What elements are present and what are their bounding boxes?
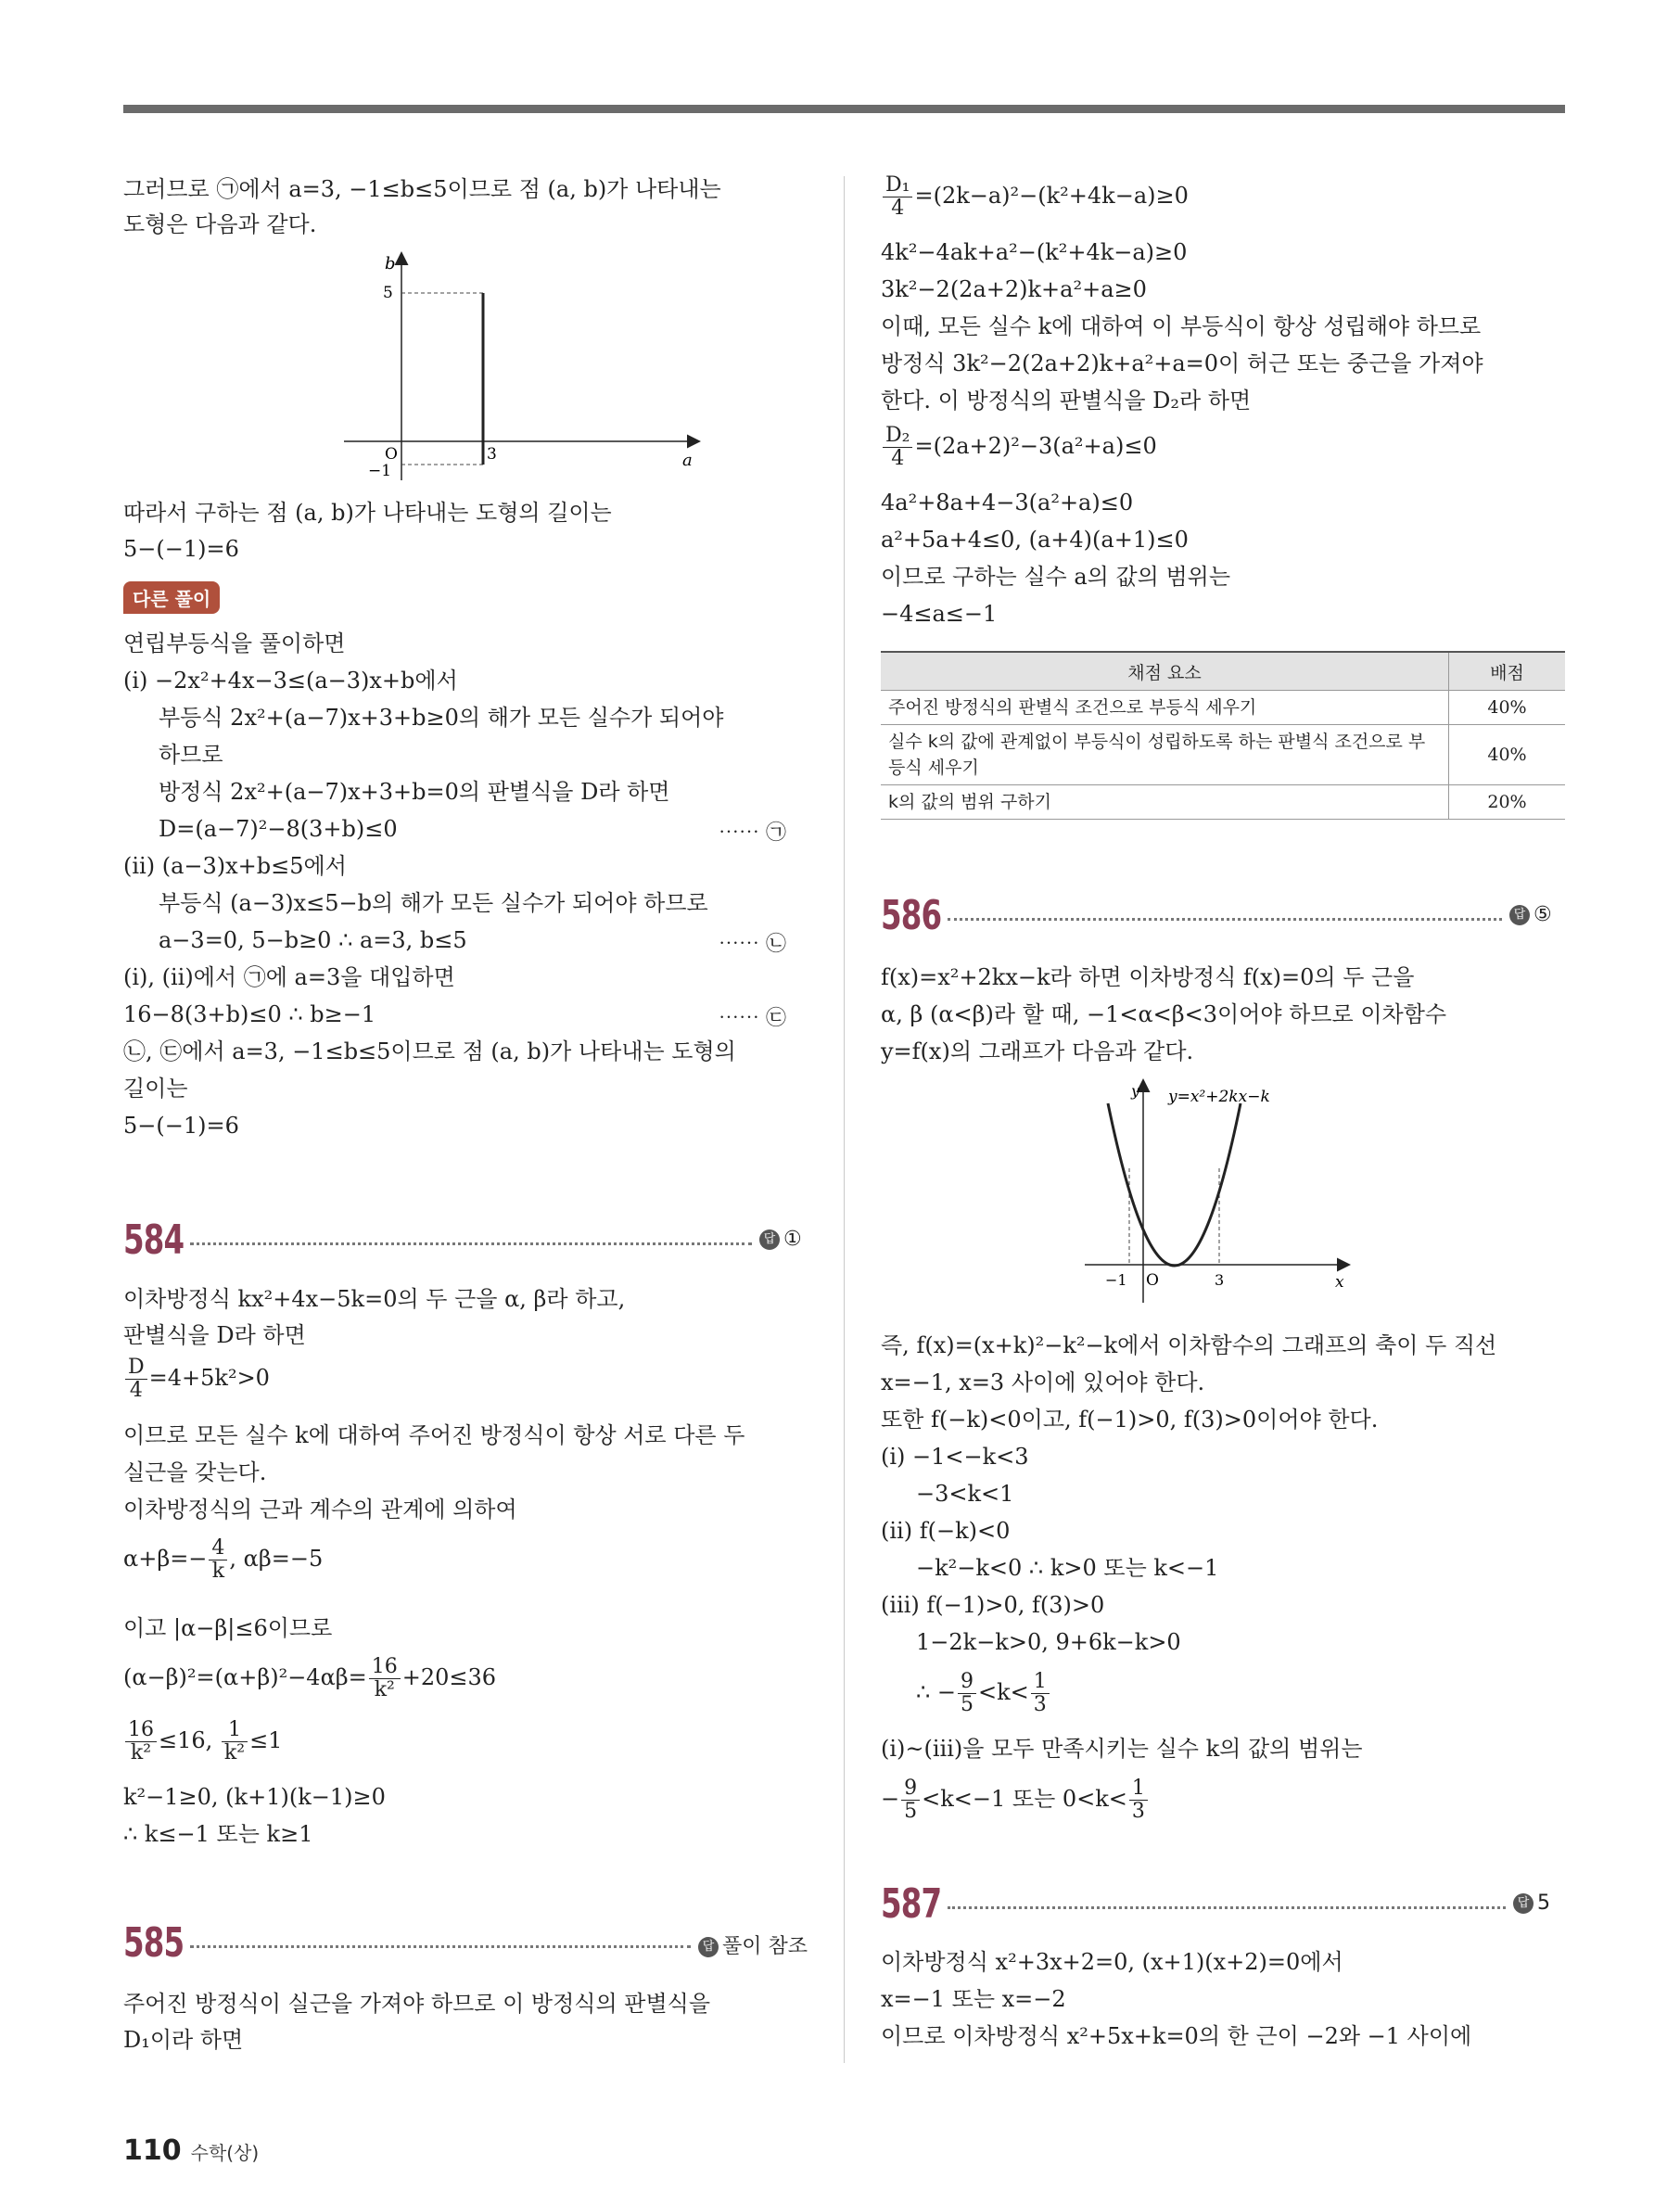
answer-icon: 답 bbox=[1513, 1893, 1534, 1914]
text-line: 1−2k−k>0, 9+6k−k>0 bbox=[916, 1629, 1181, 1655]
table-row bbox=[881, 725, 1565, 785]
fraction: $\frac{D}{4}$ bbox=[125, 1357, 147, 1402]
text-line: 도형은 다음과 같다. bbox=[123, 211, 317, 237]
text-line: 4a²+8a+4−3(a²+a)≤0 bbox=[881, 490, 1134, 516]
answer-label bbox=[1513, 1892, 1550, 1915]
math-line: (α−β)²=(α+β)²−4αβ= $\frac{16}{\text{k²}}$ +20≤36 bbox=[123, 1654, 497, 1701]
text-line: 따라서 구하는 점 (a, b)가 나타내는 도형의 길이는 bbox=[123, 500, 612, 526]
top-rule bbox=[123, 105, 1565, 113]
text-line: 주어진 방정식이 실근을 가져야 하므로 이 방정식의 판별식을 bbox=[123, 1991, 711, 2017]
table-cell: 20% bbox=[1449, 785, 1566, 820]
fraction: $\frac{1}{\text{k²}}$ bbox=[222, 1719, 248, 1764]
text-line: a²+5a+4≤0, (a+4)(a+1)≤0 bbox=[881, 527, 1189, 553]
table-header: 배점 bbox=[1449, 652, 1566, 691]
fraction: $\frac{1}{3}$ bbox=[1031, 1671, 1050, 1716]
parabola-graph bbox=[1085, 1076, 1354, 1307]
problem-number: 587 bbox=[881, 1880, 942, 1928]
fraction: $\frac{9}{5}$ bbox=[901, 1777, 920, 1823]
dotted-rule bbox=[948, 918, 1502, 921]
fraction: $\frac{\text{D₁}}{4}$ bbox=[883, 174, 912, 220]
text-line: f(x)=x²+2kx−k라 하면 이차방정식 f(x)=0의 두 근을 bbox=[881, 964, 1415, 990]
alt-solution-badge: 다른 풀이 bbox=[123, 581, 220, 614]
table-cell: 실수 k의 값에 관계없이 부등식이 성립하도록 하는 판별식 조건으로 부등식 세우기 bbox=[881, 725, 1449, 785]
problem-586-header bbox=[881, 892, 1565, 938]
text-line: 부등식 2x²+(a−7)x+3+b≥0의 해가 모든 실수가 되어야 bbox=[159, 705, 724, 731]
x-axis-label: x bbox=[1335, 1273, 1344, 1292]
y-tick-minus1: −1 bbox=[368, 462, 392, 480]
x-tick-3: 3 bbox=[1215, 1271, 1225, 1289]
text-line: 이므로 모든 실수 k에 대하여 주어진 방정식이 항상 서로 다른 두 bbox=[123, 1422, 745, 1448]
y-axis-label: y bbox=[1131, 1082, 1140, 1100]
answer-icon: 답 bbox=[698, 1937, 719, 1957]
text-line: 3k²−2(2a+2)k+a²+a≥0 bbox=[881, 276, 1147, 302]
answer-value: 5 bbox=[1537, 1892, 1550, 1915]
text-line: 방정식 3k²−2(2a+2)k+a²+a=0이 허근 또는 중근을 가져야 bbox=[881, 350, 1483, 376]
text-line: ㉡, ㉢에서 a=3, −1≤b≤5이므로 점 (a, b)가 나타내는 도형의 bbox=[123, 1038, 736, 1064]
y-tick-5: 5 bbox=[383, 284, 393, 302]
text-line: ∴ k≤−1 또는 k≥1 bbox=[123, 1821, 313, 1847]
x-tick-minus1: −1 bbox=[1105, 1271, 1127, 1289]
text-line: 하므로 bbox=[159, 742, 223, 768]
text-line: 5−(−1)=6 bbox=[123, 1113, 239, 1139]
text-line: 그러므로 ㉠에서 a=3, −1≤b≤5이므로 점 (a, b)가 나타내는 bbox=[123, 176, 721, 202]
answer-label bbox=[698, 1930, 808, 1959]
text-line: 실근을 갖는다. bbox=[123, 1459, 267, 1485]
text-line: 이고 |α−β|≤6이므로 bbox=[123, 1615, 333, 1641]
table-row bbox=[881, 691, 1565, 725]
equation-mark: ⋯⋯ ㉡ bbox=[719, 933, 786, 956]
text-line: −4≤a≤−1 bbox=[881, 601, 998, 627]
fraction: $\frac{9}{5}$ bbox=[958, 1671, 976, 1716]
problem-number: 584 bbox=[123, 1217, 185, 1264]
text-line: 이차방정식의 근과 계수의 관계에 의하여 bbox=[123, 1497, 517, 1522]
page-number: 110 bbox=[123, 2134, 182, 2167]
equation-mark: ⋯⋯ ㉠ bbox=[719, 822, 786, 845]
math-line: $\frac{\text{D₂}}{4}$ =(2a+2)²−3(a²+a)≤0 bbox=[881, 423, 1157, 470]
math-line: ∴ − $\frac{9}{5}$ <k< $\frac{1}{3}$ bbox=[916, 1669, 1051, 1716]
text-line: −3<k<1 bbox=[916, 1481, 1014, 1507]
text-line: k²−1≥0, (k+1)(k−1)≥0 bbox=[123, 1784, 386, 1810]
text-line: 이차방정식 x²+3x+2=0, (x+1)(x+2)=0에서 bbox=[881, 1949, 1343, 1975]
equation-mark: ⋯⋯ ㉢ bbox=[719, 1007, 786, 1030]
answer-label bbox=[759, 1228, 802, 1251]
table-cell: k의 값의 범위 구하기 bbox=[881, 785, 1449, 820]
a-axis-label: a bbox=[682, 451, 693, 470]
table-cell: 40% bbox=[1449, 691, 1566, 725]
scoring-table bbox=[881, 651, 1565, 820]
text-line: D₁이라 하면 bbox=[123, 2027, 244, 2053]
text-line: 이므로 구하는 실수 a의 값의 범위는 bbox=[881, 564, 1231, 590]
text-line: a−3=0, 5−b≥0 ∴ a=3, b≤5 bbox=[159, 927, 467, 953]
text-line: 판별식을 D라 하면 bbox=[123, 1322, 306, 1348]
table-cell: 40% bbox=[1449, 725, 1566, 785]
problem-585-header bbox=[123, 1919, 819, 1966]
fraction: $\frac{16}{\text{k²}}$ bbox=[369, 1656, 401, 1701]
page-footer bbox=[123, 2134, 259, 2167]
text-line: y=f(x)의 그래프가 다음과 같다. bbox=[881, 1038, 1194, 1064]
problem-584-header bbox=[123, 1217, 819, 1263]
text-line: 연립부등식을 풀이하면 bbox=[123, 631, 346, 656]
b-axis-label: b bbox=[385, 254, 396, 274]
text-line: 부등식 (a−3)x≤5−b의 해가 모든 실수가 되어야 하므로 bbox=[159, 890, 708, 916]
text-line: 4k²−4ak+a²−(k²+4k−a)≥0 bbox=[881, 239, 1188, 265]
math-line: − $\frac{9}{5}$ <k<−1 또는 0<k< $\frac{1}{3}$ bbox=[881, 1776, 1150, 1823]
subject-label: 수학(상) bbox=[190, 2142, 260, 2164]
dotted-rule bbox=[190, 1945, 691, 1948]
math-line: α+β=− $\frac{4}{k}$ , αβ=−5 bbox=[123, 1535, 324, 1583]
text-line: (ⅰ)~(ⅲ)을 모두 만족시키는 실수 k의 값의 범위는 bbox=[881, 1736, 1363, 1762]
dotted-rule bbox=[190, 1242, 752, 1245]
text-line: 또한 f(−k)<0이고, f(−1)>0, f(3)>0이어야 한다. bbox=[881, 1407, 1379, 1433]
answer-value: ⑤ bbox=[1534, 903, 1552, 926]
answer-icon: 답 bbox=[759, 1229, 780, 1250]
curve-label: y=x²+2kx−k bbox=[1168, 1088, 1270, 1106]
text-line: 이차방정식 kx²+4x−5k=0의 두 근을 α, β라 하고, bbox=[123, 1286, 626, 1312]
fraction: $\frac{16}{\text{k²}}$ bbox=[125, 1719, 157, 1764]
text-line: (ⅰ) −2x²+4x−3≤(a−3)x+b에서 bbox=[123, 668, 458, 694]
fraction: $\frac{4}{k}$ bbox=[209, 1537, 227, 1583]
math-line: $\frac{\text{D₁}}{4}$ =(2k−a)²−(k²+4k−a)≥0 bbox=[881, 172, 1189, 220]
text-line: (ⅱ) (a−3)x+b≤5에서 bbox=[123, 853, 347, 879]
fraction: $\frac{\text{D₂}}{4}$ bbox=[883, 425, 912, 470]
text-line: 이때, 모든 실수 k에 대하여 이 부등식이 항상 성립해야 하므로 bbox=[881, 313, 1482, 339]
text-line: 길이는 bbox=[123, 1076, 188, 1102]
text-line: D=(a−7)²−8(3+b)≤0 bbox=[159, 816, 398, 842]
text-line: (ⅱ) f(−k)<0 bbox=[881, 1518, 1011, 1544]
text-line: 이므로 이차방정식 x²+5x+k=0의 한 근이 −2와 −1 사이에 bbox=[881, 2023, 1472, 2049]
table-header: 채점 요소 bbox=[881, 652, 1449, 691]
table-row bbox=[881, 785, 1565, 820]
answer-icon: 답 bbox=[1509, 905, 1530, 925]
x-tick-3: 3 bbox=[487, 445, 497, 464]
text-line: 즉, f(x)=(x+k)²−k²−k에서 이차함수의 그래프의 축이 두 직선 bbox=[881, 1332, 1497, 1358]
origin-label: O bbox=[385, 445, 398, 464]
text-line: −k²−k<0 ∴ k>0 또는 k<−1 bbox=[916, 1555, 1219, 1581]
text-line: 5−(−1)=6 bbox=[123, 536, 239, 562]
problem-number: 586 bbox=[881, 892, 942, 939]
math-line: $\frac{D}{4}$ =4+5k²>0 bbox=[123, 1356, 270, 1402]
problem-587-header bbox=[881, 1880, 1565, 1927]
origin-label: O bbox=[1146, 1271, 1159, 1290]
answer-value: 풀이 참조 bbox=[722, 1935, 808, 1958]
text-line: x=−1, x=3 사이에 있어야 한다. bbox=[881, 1369, 1205, 1395]
table-cell: 주어진 방정식의 판별식 조건으로 부등식 세우기 bbox=[881, 691, 1449, 725]
region-graph bbox=[337, 248, 707, 490]
text-line: 한다. 이 방정식의 판별식을 D₂라 하면 bbox=[881, 388, 1252, 414]
answer-value: ① bbox=[783, 1228, 802, 1251]
text-line: (ⅰ) −1<−k<3 bbox=[881, 1444, 1029, 1470]
dotted-rule bbox=[948, 1906, 1506, 1909]
text-line: x=−1 또는 x=−2 bbox=[881, 1986, 1066, 2012]
math-line: $\frac{16}{\text{k²}}$ ≤16, $\frac{1}{\text{k²}}$ ≤1 bbox=[123, 1717, 282, 1764]
column-divider bbox=[844, 176, 845, 2063]
answer-label bbox=[1509, 903, 1552, 926]
problem-number: 585 bbox=[123, 1919, 185, 1967]
fraction: $\frac{1}{3}$ bbox=[1129, 1777, 1148, 1823]
text-line: (ⅲ) f(−1)>0, f(3)>0 bbox=[881, 1592, 1105, 1618]
text-line: α, β (α<β)라 할 때, −1<α<β<3이어야 하므로 이차함수 bbox=[881, 1001, 1447, 1027]
text-line: 방정식 2x²+(a−7)x+3+b=0의 판별식을 D라 하면 bbox=[159, 779, 670, 805]
text-line: (ⅰ), (ⅱ)에서 ㉠에 a=3을 대입하면 bbox=[123, 964, 455, 990]
text-line: 16−8(3+b)≤0 ∴ b≥−1 bbox=[123, 1001, 376, 1027]
